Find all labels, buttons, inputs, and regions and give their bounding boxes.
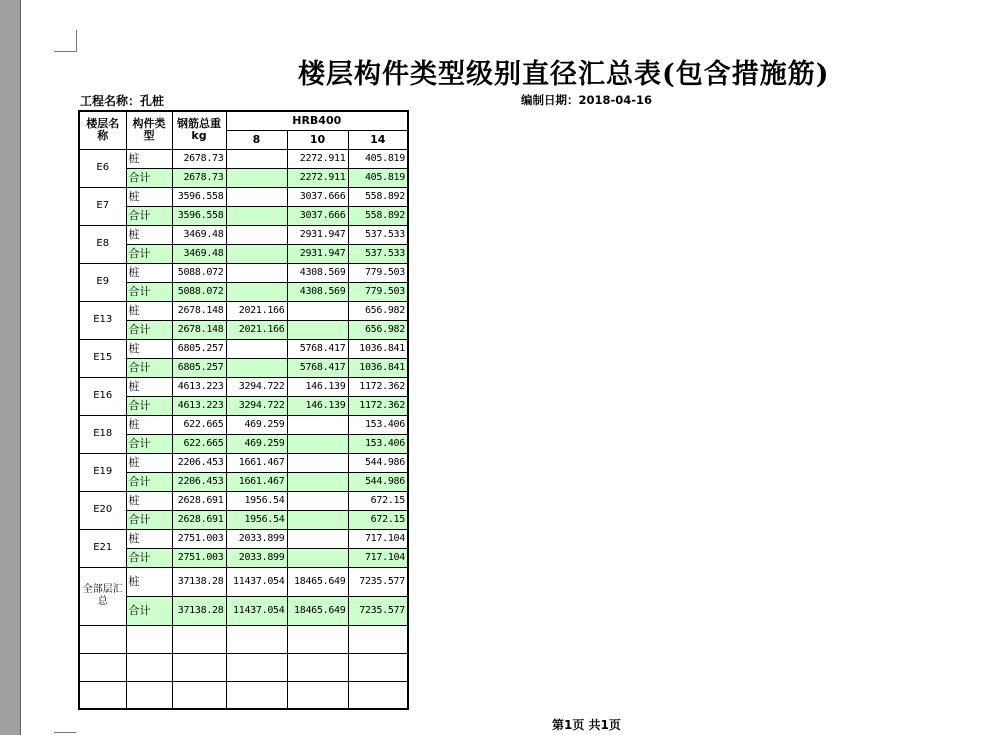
empty-cell (348, 681, 408, 709)
diameter-8 (226, 206, 287, 225)
table-row (79, 225, 408, 244)
diameter-8: 469.259 (226, 434, 287, 453)
total-weight: 2678.148 (172, 320, 226, 339)
total-weight: 2628.691 (172, 510, 226, 529)
table-row (79, 491, 408, 510)
component-type: 桩 (126, 377, 172, 396)
total-weight: 2751.003 (172, 548, 226, 567)
component-type: 桩 (126, 263, 172, 282)
diameter-10: 18465.649 (287, 596, 348, 625)
floor-name: E19 (79, 453, 126, 491)
diameter-14: 405.819 (348, 168, 408, 187)
page-edge (20, 0, 21, 735)
diameter-8: 3294.722 (226, 377, 287, 396)
table-row (79, 548, 408, 567)
diameter-10 (287, 548, 348, 567)
total-weight: 2206.453 (172, 472, 226, 491)
diameter-14: 537.533 (348, 244, 408, 263)
diameter-8: 2033.899 (226, 548, 287, 567)
component-type: 合计 (126, 596, 172, 625)
component-type: 桩 (126, 529, 172, 548)
empty-cell (126, 681, 172, 709)
component-type: 桩 (126, 567, 172, 596)
diameter-8: 11437.054 (226, 596, 287, 625)
total-weight: 3596.558 (172, 206, 226, 225)
component-type: 合计 (126, 434, 172, 453)
diameter-14: 779.503 (348, 282, 408, 301)
empty-cell (172, 625, 226, 653)
empty-cell (126, 625, 172, 653)
header-floor: 楼层名称 (79, 111, 126, 149)
component-type: 桩 (126, 225, 172, 244)
floor-name: E6 (79, 149, 126, 187)
component-type: 桩 (126, 301, 172, 320)
diameter-10: 5768.417 (287, 358, 348, 377)
diameter-10 (287, 453, 348, 472)
diameter-8: 1956.54 (226, 491, 287, 510)
diameter-14: 153.406 (348, 434, 408, 453)
floor-name: E7 (79, 187, 126, 225)
diameter-10: 146.139 (287, 396, 348, 415)
component-type: 合计 (126, 206, 172, 225)
total-weight: 622.665 (172, 415, 226, 434)
component-type: 桩 (126, 415, 172, 434)
diameter-10: 2272.911 (287, 168, 348, 187)
crop-mark-bottom (54, 732, 76, 733)
component-type: 桩 (126, 453, 172, 472)
empty-cell (79, 653, 126, 681)
component-type: 合计 (126, 244, 172, 263)
diameter-10 (287, 529, 348, 548)
left-gray-margin (0, 0, 20, 735)
table-row (79, 596, 408, 625)
total-weight: 2751.003 (172, 529, 226, 548)
diameter-14: 717.104 (348, 529, 408, 548)
component-type: 桩 (126, 187, 172, 206)
diameter-8: 2033.899 (226, 529, 287, 548)
component-type: 桩 (126, 149, 172, 168)
component-type: 合计 (126, 358, 172, 377)
header-d8: 8 (226, 130, 287, 149)
total-weight: 3469.48 (172, 244, 226, 263)
diameter-14: 544.986 (348, 472, 408, 491)
total-weight: 2678.148 (172, 301, 226, 320)
diameter-8 (226, 149, 287, 168)
page-number: 第1页 共1页 (552, 718, 621, 732)
diameter-10: 3037.666 (287, 206, 348, 225)
component-type: 桩 (126, 491, 172, 510)
table-row (79, 415, 408, 434)
diameter-8: 1661.467 (226, 453, 287, 472)
crop-mark-vertical (76, 30, 77, 52)
report-title: 楼层构件类型级别直径汇总表(包含措施筋) (298, 59, 830, 90)
table-row (79, 206, 408, 225)
diameter-14: 672.15 (348, 491, 408, 510)
diameter-8: 2021.166 (226, 301, 287, 320)
empty-cell (79, 681, 126, 709)
table-row (79, 377, 408, 396)
diameter-10 (287, 301, 348, 320)
total-weight: 3596.558 (172, 187, 226, 206)
empty-cell (226, 625, 287, 653)
table-row (79, 263, 408, 282)
diameter-8 (226, 244, 287, 263)
table-row (79, 434, 408, 453)
diameter-8 (226, 225, 287, 244)
floor-name: E16 (79, 377, 126, 415)
diameter-10 (287, 434, 348, 453)
empty-row (79, 653, 408, 681)
diameter-14: 544.986 (348, 453, 408, 472)
diameter-14: 153.406 (348, 415, 408, 434)
diameter-14: 7235.577 (348, 567, 408, 596)
component-type: 桩 (126, 339, 172, 358)
table-row (79, 472, 408, 491)
diameter-14: 1036.841 (348, 358, 408, 377)
empty-row (79, 625, 408, 653)
table-row (79, 358, 408, 377)
total-weight: 5088.072 (172, 282, 226, 301)
empty-cell (172, 653, 226, 681)
table-row (79, 301, 408, 320)
diameter-8: 469.259 (226, 415, 287, 434)
diameter-8 (226, 187, 287, 206)
floor-name: E20 (79, 491, 126, 529)
diameter-10: 5768.417 (287, 339, 348, 358)
empty-cell (287, 653, 348, 681)
total-weight: 3469.48 (172, 225, 226, 244)
empty-cell (226, 681, 287, 709)
diameter-10 (287, 491, 348, 510)
diameter-10: 2931.947 (287, 225, 348, 244)
table-row (79, 187, 408, 206)
total-weight: 2678.73 (172, 168, 226, 187)
total-weight: 5088.072 (172, 263, 226, 282)
diameter-8: 1956.54 (226, 510, 287, 529)
compile-date: 编制日期：2018-04-16 (521, 93, 653, 107)
diameter-10: 18465.649 (287, 567, 348, 596)
floor-name: E9 (79, 263, 126, 301)
total-weight: 6805.257 (172, 358, 226, 377)
diameter-8 (226, 358, 287, 377)
diameter-8 (226, 282, 287, 301)
empty-cell (226, 653, 287, 681)
empty-cell (287, 625, 348, 653)
diameter-10 (287, 472, 348, 491)
diameter-14: 672.15 (348, 510, 408, 529)
diameter-14: 779.503 (348, 263, 408, 282)
empty-cell (172, 681, 226, 709)
header-d10: 10 (287, 130, 348, 149)
diameter-8: 11437.054 (226, 567, 287, 596)
component-type: 合计 (126, 510, 172, 529)
diameter-14: 656.982 (348, 301, 408, 320)
diameter-14: 1172.362 (348, 396, 408, 415)
floor-name: E8 (79, 225, 126, 263)
floor-name: E15 (79, 339, 126, 377)
table-row (79, 339, 408, 358)
total-weight: 2628.691 (172, 491, 226, 510)
total-weight: 2206.453 (172, 453, 226, 472)
diameter-14: 537.533 (348, 225, 408, 244)
table-row (79, 453, 408, 472)
diameter-8: 3294.722 (226, 396, 287, 415)
diameter-10: 4308.569 (287, 263, 348, 282)
diameter-8: 2021.166 (226, 320, 287, 339)
table-row (79, 149, 408, 168)
table-row (79, 510, 408, 529)
component-type: 合计 (126, 472, 172, 491)
diameter-10: 2272.911 (287, 149, 348, 168)
floor-name: E13 (79, 301, 126, 339)
diameter-14: 558.892 (348, 206, 408, 225)
table-row (79, 282, 408, 301)
table-row (79, 244, 408, 263)
diameter-10 (287, 320, 348, 339)
empty-cell (348, 653, 408, 681)
diameter-8 (226, 263, 287, 282)
diameter-8: 1661.467 (226, 472, 287, 491)
empty-cell (79, 625, 126, 653)
diameter-14: 656.982 (348, 320, 408, 339)
diameter-14: 405.819 (348, 149, 408, 168)
total-weight: 4613.223 (172, 396, 226, 415)
component-type: 合计 (126, 320, 172, 339)
table-row (79, 320, 408, 339)
floor-name: 全部层汇总 (79, 567, 126, 625)
total-weight: 37138.28 (172, 596, 226, 625)
header-type: 构件类型 (126, 111, 172, 149)
empty-cell (287, 681, 348, 709)
empty-cell (126, 653, 172, 681)
crop-mark-horizontal (54, 51, 76, 52)
component-type: 合计 (126, 282, 172, 301)
total-weight: 622.665 (172, 434, 226, 453)
component-type: 合计 (126, 396, 172, 415)
diameter-14: 1172.362 (348, 377, 408, 396)
empty-row (79, 681, 408, 709)
table-row (79, 396, 408, 415)
diameter-10 (287, 510, 348, 529)
diameter-8 (226, 339, 287, 358)
diameter-14: 558.892 (348, 187, 408, 206)
header-d14: 14 (348, 130, 408, 149)
total-weight: 2678.73 (172, 149, 226, 168)
diameter-10: 4308.569 (287, 282, 348, 301)
project-name: 工程名称：孔桩 (80, 94, 165, 108)
total-weight: 37138.28 (172, 567, 226, 596)
floor-name: E18 (79, 415, 126, 453)
diameter-8 (226, 168, 287, 187)
component-type: 合计 (126, 548, 172, 567)
diameter-10: 2931.947 (287, 244, 348, 263)
table-row (79, 168, 408, 187)
total-weight: 6805.257 (172, 339, 226, 358)
table-row (79, 529, 408, 548)
summary-table (78, 110, 409, 710)
diameter-14: 1036.841 (348, 339, 408, 358)
diameter-10: 3037.666 (287, 187, 348, 206)
total-weight: 4613.223 (172, 377, 226, 396)
component-type: 合计 (126, 168, 172, 187)
empty-cell (348, 625, 408, 653)
header-grade: HRB400 (226, 111, 408, 130)
table-row (79, 567, 408, 596)
diameter-14: 717.104 (348, 548, 408, 567)
diameter-10: 146.139 (287, 377, 348, 396)
diameter-14: 7235.577 (348, 596, 408, 625)
floor-name: E21 (79, 529, 126, 567)
diameter-10 (287, 415, 348, 434)
header-weight: 钢筋总重kg (172, 111, 226, 149)
